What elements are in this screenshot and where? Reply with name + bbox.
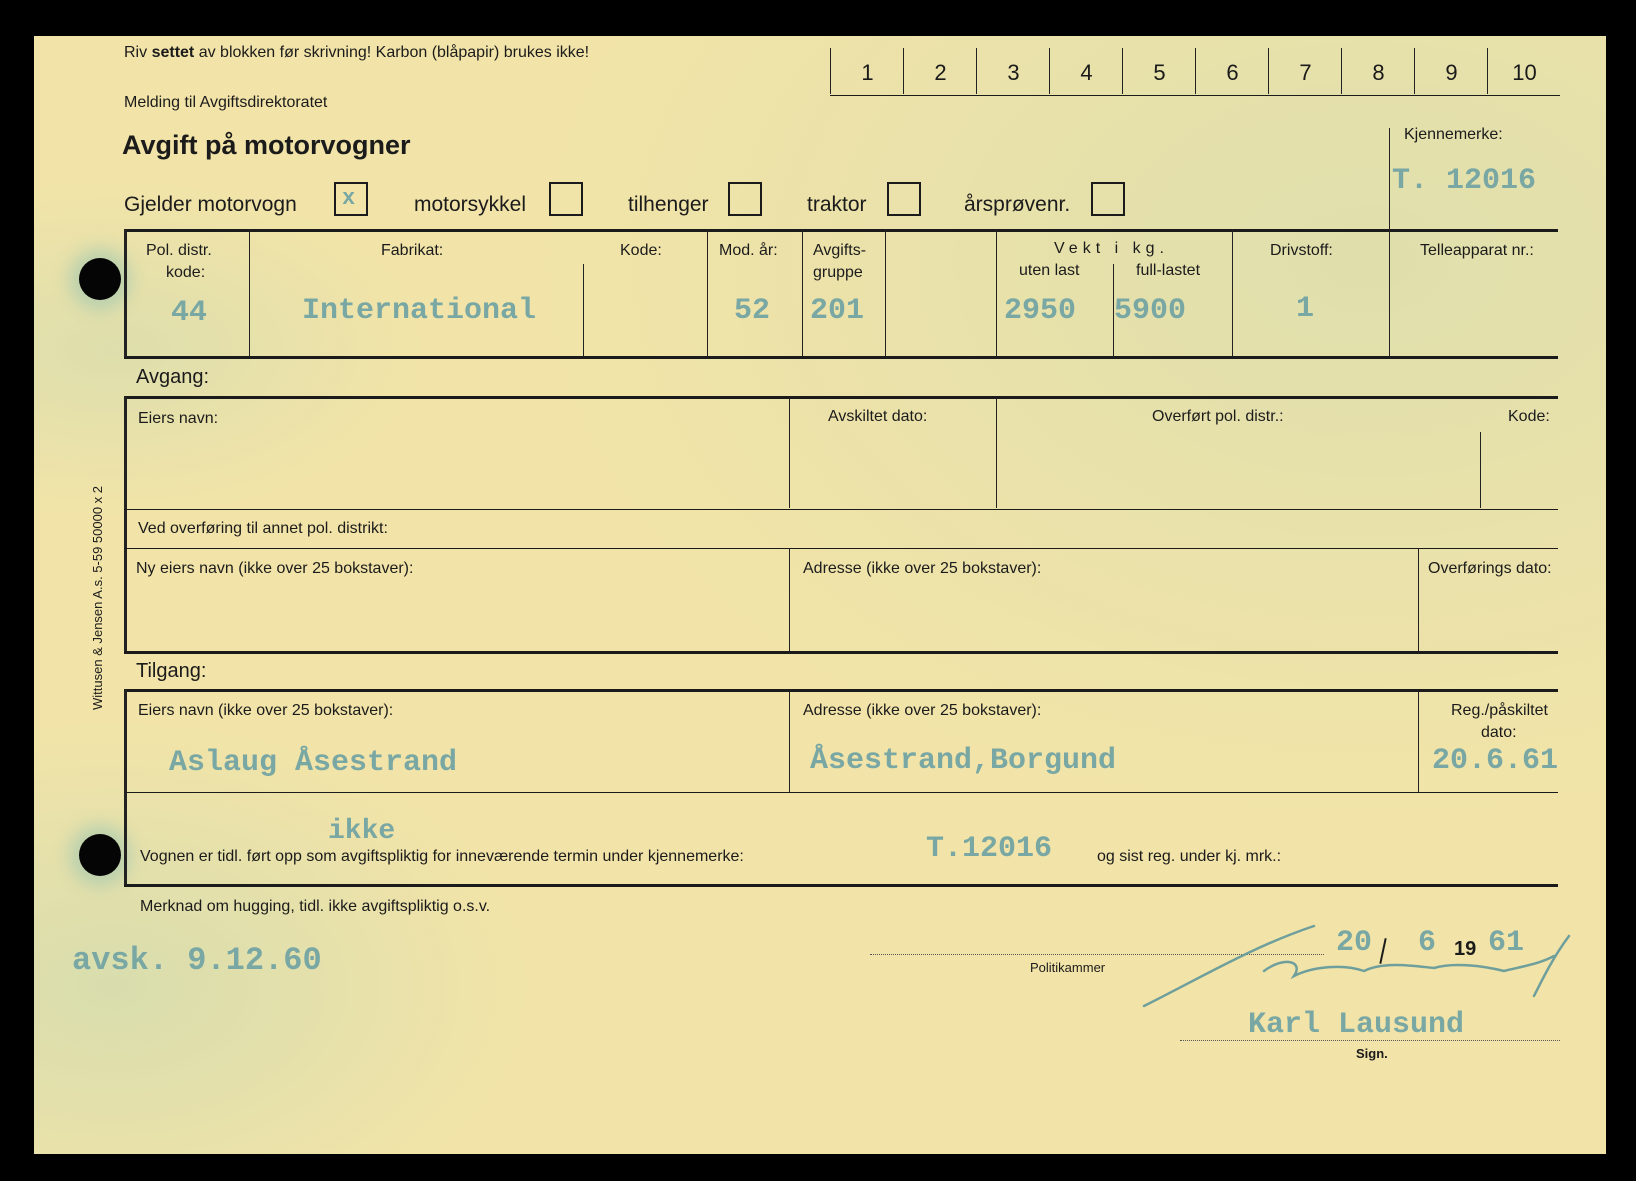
avgang-divider [996, 398, 997, 508]
tilgang-mid-border [124, 792, 1558, 793]
vehicle-table-bottom-border [124, 356, 1558, 359]
motorsykkel-label: motorsykkel [414, 193, 527, 216]
ny-eier-divider [789, 548, 790, 652]
arsprovenr-label: årsprøvenr. [964, 193, 1071, 216]
sign-line [1180, 1040, 1560, 1041]
kjennemerke-value: T. 12016 [1392, 164, 1537, 198]
tilgang-left-border [124, 689, 127, 885]
instruction-prefix: Riv [124, 44, 152, 61]
ny-eier-top-border [124, 548, 1558, 549]
tilgang-top-border [124, 689, 1558, 692]
form-title: Avgift på motorvogner [122, 130, 411, 160]
number-cell: 8 [1341, 48, 1415, 94]
mod-ar-header: Mod. år: [719, 242, 778, 259]
avgang-top-border [124, 396, 1558, 399]
drivstoff-header: Drivstoff: [1270, 242, 1333, 259]
tilgang-divider [1418, 691, 1419, 792]
avgifts-header: Avgifts- [813, 242, 867, 259]
gjelder-label: Gjelder motorvogn [124, 193, 297, 216]
ved-overforing-label: Ved overføring til annet pol. distrikt: [138, 520, 388, 537]
date-day-value: 20 [1336, 926, 1373, 960]
tilgang-divider [789, 691, 790, 792]
col-divider [1232, 229, 1233, 357]
number-row-underline [830, 95, 1560, 96]
instruction-text [124, 44, 589, 62]
col-divider [885, 229, 886, 357]
col-divider [1389, 229, 1390, 357]
avskiltet-dato-label: Avskiltet dato: [828, 408, 928, 425]
ny-adresse-label: Adresse (ikke over 25 bokstaver): [803, 560, 1042, 577]
full-lastet-value: 5900 [1114, 294, 1187, 328]
motorvogn-checkmark: x [342, 186, 356, 211]
traktor-checkbox[interactable] [887, 182, 921, 216]
motorsykkel-checkbox[interactable] [549, 182, 583, 216]
arsprovenr-checkbox[interactable] [1091, 182, 1125, 216]
punch-hole-top [79, 258, 121, 300]
avgang-title: Avgang: [136, 366, 210, 388]
sign-label: Sign. [1356, 1046, 1388, 1061]
pol-distr-header: Pol. distr. [146, 242, 212, 259]
col-divider [707, 229, 708, 357]
tidl-kjennemerke-value: T.12016 [926, 832, 1053, 866]
tilgang-eier-value: Aslaug Åsestrand [169, 746, 458, 780]
avgang-divider [789, 398, 790, 508]
ny-eier-divider [1418, 548, 1419, 652]
tilhenger-label: tilhenger [628, 193, 709, 216]
tilgang-title: Tilgang: [136, 660, 207, 682]
tilgang-adresse-value: Åsestrand,Borgund [810, 744, 1117, 778]
tilgang-adresse-label: Adresse (ikke over 25 bokstaver): [803, 702, 1042, 719]
col-divider [249, 229, 250, 357]
tilgang-eiers-navn-label: Eiers navn (ikke over 25 bokstaver): [138, 702, 394, 719]
number-cell: 7 [1268, 48, 1342, 94]
number-cell: 1 [830, 48, 904, 94]
telleapparat-header: Telleapparat nr.: [1420, 242, 1534, 259]
drivstoff-value: 1 [1296, 292, 1315, 326]
tilgang-bottom-border [124, 884, 1558, 887]
full-lastet-header: full-lastet [1136, 262, 1201, 279]
vognen-text: Vognen er tidl. ført opp som avgiftspliktig for inneværende termin under kjennemerke: [140, 848, 744, 865]
instruction-bold: settet [151, 44, 195, 61]
overforings-dato-label: Overførings dato: [1428, 560, 1552, 577]
mod-ar-value: 52 [734, 294, 771, 328]
number-cell: 5 [1122, 48, 1196, 94]
vekt-header: Vekt i kg. [1054, 240, 1169, 257]
avgiftsgruppe-value: 201 [810, 294, 865, 328]
kode-header: Kode: [620, 242, 662, 259]
number-cell: 4 [1049, 48, 1123, 94]
avsk-value: avsk. 9.12.60 [72, 942, 322, 979]
pol-distr-value: 44 [171, 296, 208, 330]
col-divider [802, 229, 803, 357]
avgifts-header-line2: gruppe [813, 264, 863, 281]
number-cell: 9 [1414, 48, 1488, 94]
avgang-left-border [124, 396, 127, 652]
punch-hole-bottom [79, 834, 121, 876]
melding-text: Melding til Avgiftsdirektoratet [124, 94, 328, 111]
traktor-label: traktor [807, 193, 867, 216]
signed-name-value: Karl Lausund [1248, 1008, 1465, 1042]
col-divider [996, 229, 997, 357]
fabrikat-value: International [302, 294, 537, 328]
overfort-pol-label: Overført pol. distr.: [1152, 408, 1284, 425]
merknad-label: Merknad om hugging, tidl. ikke avgiftspliktig o.s.v. [140, 898, 491, 915]
number-cell: 10 [1487, 48, 1561, 94]
vehicle-table-left-border [124, 229, 127, 357]
instruction-suffix: av blokken før skrivning! Karbon (blåpapir) brukes ikke! [194, 44, 590, 61]
number-cell: 6 [1195, 48, 1269, 94]
printer-mark: Wittusen & Jensen A.s. 5-59 50000 x 2 [90, 485, 105, 710]
ikke-value: ikke [328, 816, 396, 847]
date-month-value: 6 [1418, 926, 1437, 960]
uten-last-header: uten last [1019, 262, 1080, 279]
reg-dato-value: 20.6.61 [1432, 744, 1559, 778]
date-century: 19 [1454, 938, 1477, 960]
reg-dato-label-line2: dato: [1481, 724, 1517, 741]
avgang-kode-label: Kode: [1508, 408, 1550, 425]
tilhenger-checkbox[interactable] [728, 182, 762, 216]
avgang-mid-border [124, 509, 1558, 510]
kjennemerke-label: Kjennemerke: [1404, 126, 1503, 143]
avgang-bottom-border [124, 651, 1558, 654]
ny-eiers-navn-label: Ny eiers navn (ikke over 25 bokstaver): [136, 560, 414, 577]
motorvogn-checkbox[interactable] [334, 182, 368, 216]
sist-reg-label: og sist reg. under kj. mrk.: [1097, 848, 1282, 865]
tax-form-card [34, 36, 1606, 1154]
vehicle-table-top-border [124, 229, 1558, 232]
number-cell: 3 [976, 48, 1050, 94]
avgang-divider [1480, 432, 1481, 508]
pol-distr-header-line2: kode: [166, 264, 206, 281]
uten-last-value: 2950 [1004, 294, 1077, 328]
reg-dato-label: Reg./påskiltet [1451, 702, 1548, 719]
fabrikat-header: Fabrikat: [381, 242, 444, 259]
number-cell: 2 [903, 48, 977, 94]
eiers-navn-label: Eiers navn: [138, 410, 219, 427]
date-year-value: 61 [1488, 926, 1525, 960]
politikammer-label: Politikammer [1030, 960, 1106, 975]
col-divider [583, 264, 584, 357]
